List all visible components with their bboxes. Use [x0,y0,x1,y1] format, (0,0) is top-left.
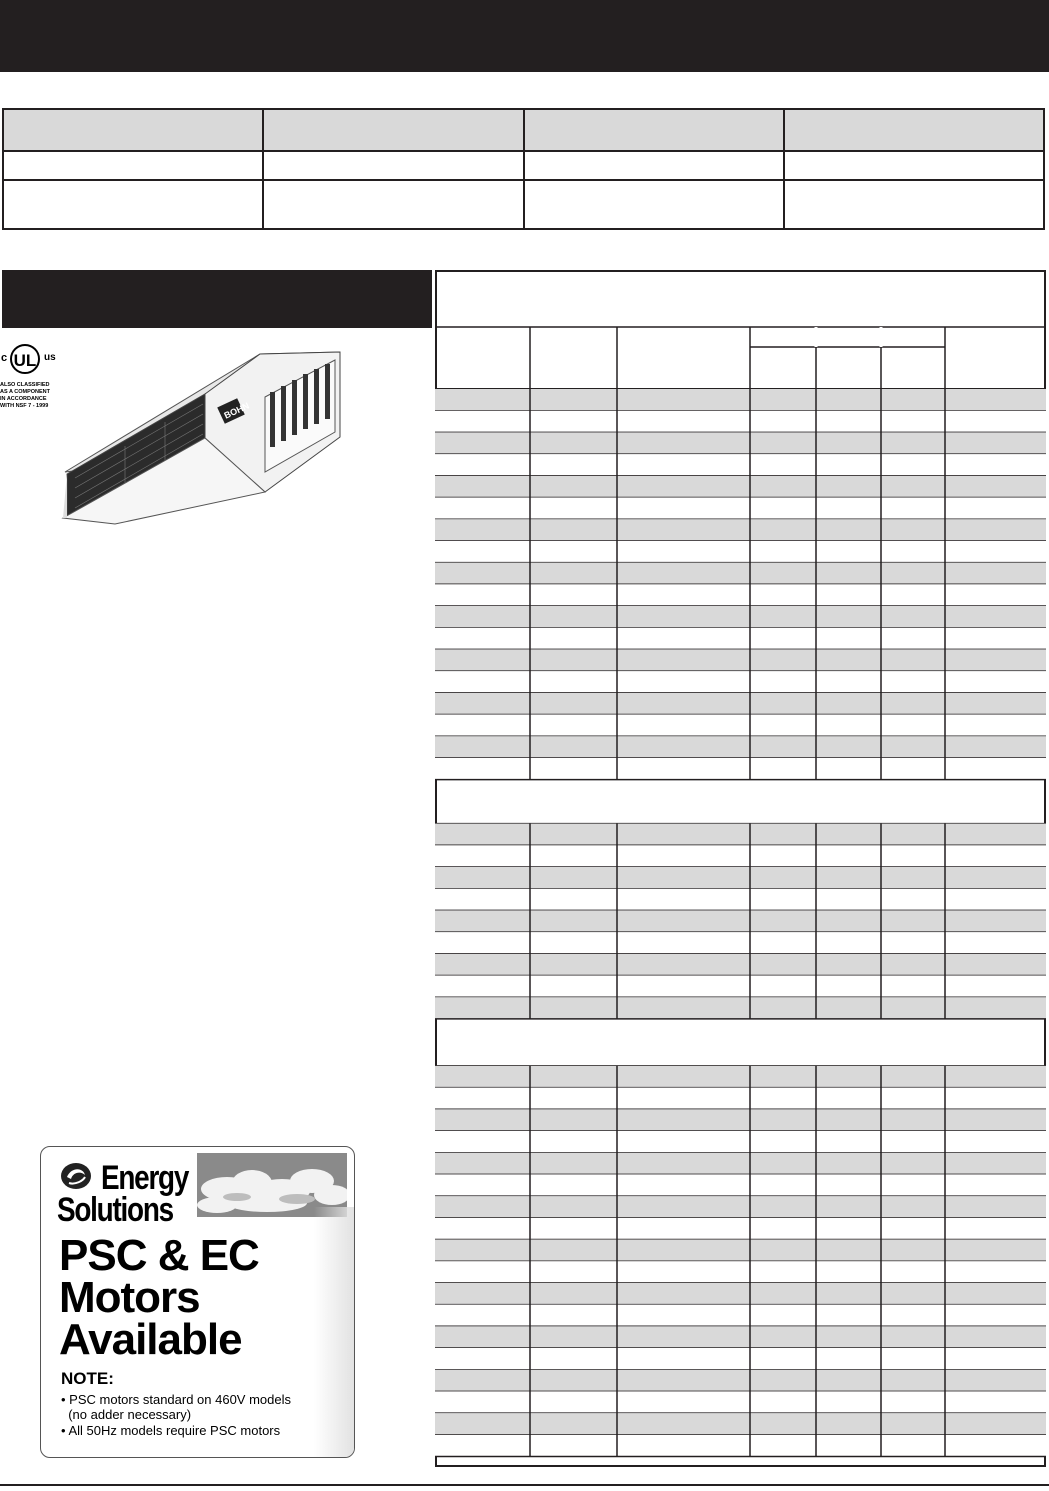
table-row [435,1370,1046,1392]
table-row [435,1391,1046,1413]
spec-header-cell [3,109,263,151]
table-row [435,693,1046,715]
spec-table [2,108,1045,230]
svg-text:BOHN: BOHN [222,400,251,421]
ul-certification-mark [0,340,60,420]
energy-solutions-card [40,1146,355,1458]
spec-cell [263,151,523,180]
spec-cell [784,180,1044,229]
table-row [435,715,1046,737]
table-row [435,1326,1046,1348]
spec-cell [3,180,263,229]
bottom-rule [0,1484,1049,1486]
note-item: (no adder necessary) [61,1407,192,1422]
energy-solutions-swirl-icon [59,1161,93,1191]
ul-us-label: us [44,352,56,363]
unit-cooler-image [55,342,345,527]
motors-headline: PSC & EC Motors Available [59,1231,259,1364]
table-row [435,1261,1046,1283]
ul-classification-text: ALSO CLASSIFIED AS A COMPONENT IN ACCORDANCE WITH NSF 7 - 1999 [0,382,51,409]
table-row [435,1109,1046,1131]
energy-solutions-logo [55,1155,205,1229]
table-row [435,910,1046,932]
table-row [435,671,1046,693]
table-row [435,976,1046,998]
table-row [435,1066,1046,1088]
performance-table [435,270,1046,1467]
spec-header-cell [263,109,523,151]
table-row [435,584,1046,606]
table-row [435,498,1046,520]
brand-line-2: Solutions [57,1191,173,1229]
table-row [435,889,1046,911]
table-row [435,563,1046,585]
table-row [435,997,1046,1019]
table-row [435,954,1046,976]
table-row [435,1348,1046,1370]
top-header-bar [0,0,1049,72]
table-row [435,736,1046,758]
ul-logo-icon: UL [10,344,40,374]
note-item: • All 50Hz models require PSC motors [61,1423,281,1438]
table-row [435,411,1046,433]
note-item: • PSC motors standard on 460V models [61,1392,292,1407]
table-row [435,476,1046,498]
table-row [435,389,1046,411]
table-row [435,1088,1046,1110]
spec-header-cell [524,109,784,151]
table-row [435,606,1046,628]
table-row [435,1174,1046,1196]
table-row [435,454,1046,476]
table-row [435,1283,1046,1305]
spec-header-cell [784,109,1044,151]
brand-line-1: Energy [101,1159,189,1197]
table-row [435,845,1046,867]
table-row [435,1435,1046,1457]
spec-cell [784,151,1044,180]
table-row [435,932,1046,954]
spec-cell [524,151,784,180]
table-row [435,1240,1046,1262]
spec-cell [524,180,784,229]
table-row [435,519,1046,541]
table-row [435,1413,1046,1435]
table-row [435,1218,1046,1240]
table-row [435,649,1046,671]
table-row [435,432,1046,454]
section-title-bar [2,270,432,328]
table-row [435,824,1046,846]
spec-cell [263,180,523,229]
note-title: NOTE: [61,1369,114,1388]
table-row [435,1305,1046,1327]
table-row [435,758,1046,780]
table-row [435,867,1046,889]
card-shading [314,1207,354,1457]
table-row [435,1153,1046,1175]
table-row [435,1196,1046,1218]
table-row [435,1131,1046,1153]
spec-cell [3,151,263,180]
table-row [435,628,1046,650]
ul-c-label: c [1,352,8,364]
table-row [435,541,1046,563]
